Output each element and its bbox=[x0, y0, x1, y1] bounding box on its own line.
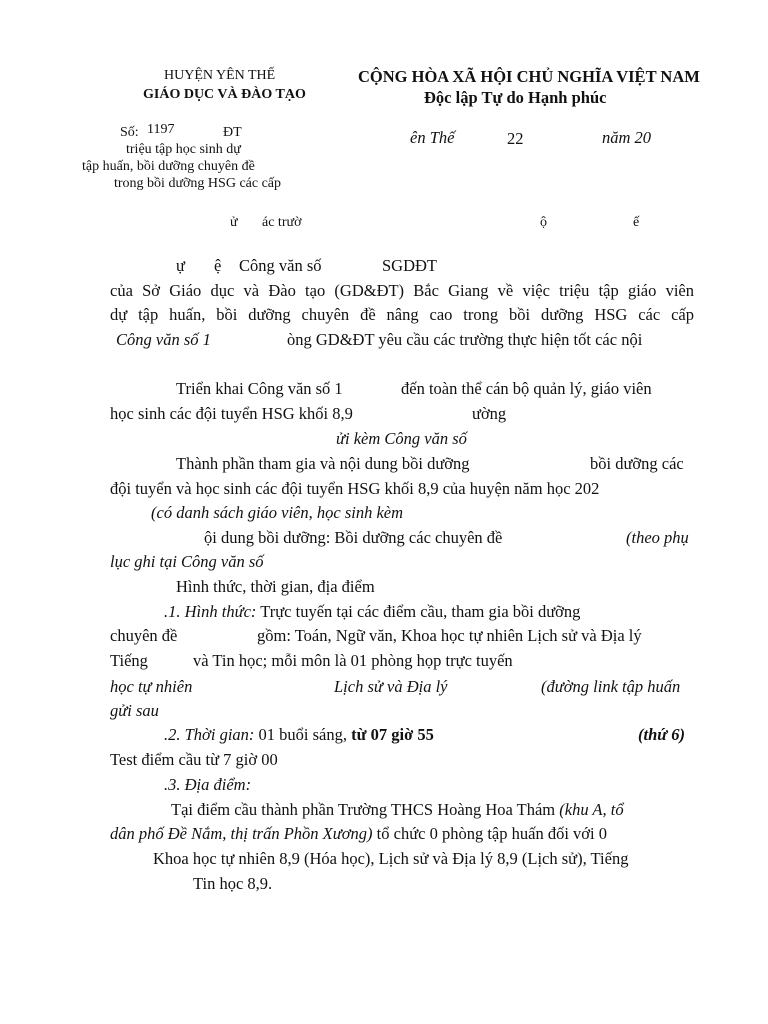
body-line-10: (có danh sách giáo viên, học sinh kèm bbox=[151, 503, 404, 522]
body-line-4b: òng GD&ĐT yêu cầu các trường thực hiện tốt các nội bbox=[287, 330, 643, 349]
district-name: HUYỆN YÊN THẾ bbox=[164, 68, 276, 83]
recipients-part-1: ử bbox=[230, 215, 238, 230]
body-line-1b: ệ bbox=[214, 256, 222, 275]
motto: Độc lập Tự do Hạnh phúc bbox=[424, 88, 607, 107]
body-line-5b: đến toàn thể cán bộ quản lý, giáo viên bbox=[401, 379, 652, 398]
body-line-16a: Tiếng bbox=[110, 651, 148, 670]
time-text: 01 buổi sáng, bbox=[254, 725, 352, 744]
body-line-3: dự tập huấn, bồi dưỡng chuyên đề nâng cao trong bồi dưỡng HSG các cấp bbox=[110, 305, 694, 324]
body-line-22 bbox=[171, 800, 624, 820]
body-line-23 bbox=[110, 824, 607, 844]
recipients-part-3: ộ bbox=[540, 215, 547, 230]
body-line-4a: Công văn số 1 bbox=[116, 330, 211, 349]
body-line-13: Hình thức, thời gian, địa điểm bbox=[176, 577, 375, 596]
body-line-6b: ường bbox=[472, 404, 507, 423]
doc-number: 1197 bbox=[147, 122, 175, 137]
date-year: năm 20 bbox=[602, 128, 652, 147]
subject-line-1: triệu tập học sinh dự bbox=[126, 142, 241, 157]
form-text: Trực tuyến tại các điểm cầu, tham gia bồi dưỡng bbox=[256, 602, 581, 621]
body-line-14 bbox=[164, 602, 580, 622]
date-day: 22 bbox=[507, 129, 524, 148]
office-name: GIÁO DỤC VÀ ĐÀO TẠO bbox=[143, 87, 306, 102]
body-line-2: của Sở Giáo dục và Đào tạo (GD&ĐT) Bắc Giang về việc triệu tập giáo viên bbox=[110, 281, 694, 300]
body-line-11a: ội dung bồi dưỡng: Bồi dưỡng các chuyên đề bbox=[204, 528, 503, 547]
doc-number-prefix: Số: bbox=[120, 125, 139, 140]
venue-text: Tại điểm cầu thành phần Trường THCS Hoàng Hoa Thám bbox=[171, 800, 560, 819]
time-heading: .2. Thời gian: bbox=[164, 725, 255, 744]
body-line-19 bbox=[164, 725, 434, 745]
recipients-part-4: ế bbox=[633, 215, 640, 230]
body-line-6a: học sinh các đội tuyển HSG khối 8,9 bbox=[110, 404, 353, 423]
venue-address-2: dân phố Đề Nắm, thị trấn Phồn Xương) bbox=[110, 824, 373, 843]
doc-number-suffix: ĐT bbox=[223, 125, 242, 140]
nation-title: CỘNG HÒA XÃ HỘI CHỦ NGHĨA VIỆT NAM bbox=[358, 67, 700, 86]
body-line-24: Khoa học tự nhiên 8,9 (Hóa học), Lịch sử và Địa lý 8,9 (Lịch sử), Tiếng bbox=[153, 849, 629, 868]
body-line-1c: Công văn số bbox=[239, 256, 322, 275]
subject-line-3: trong bồi dưỡng HSG các cấp bbox=[114, 176, 282, 191]
body-line-20: Test điểm cầu từ 7 giờ 00 bbox=[110, 750, 278, 769]
body-line-11b: (theo phụ bbox=[626, 528, 689, 547]
body-line-21: .3. Địa điểm: bbox=[164, 775, 252, 794]
body-line-18: gửi sau bbox=[110, 701, 159, 720]
body-line-25: Tin học 8,9. bbox=[193, 874, 273, 893]
date-place: ên Thế bbox=[410, 128, 455, 147]
venue-rooms: tổ chức 0 phòng tập huấn đối với 0 bbox=[372, 824, 607, 843]
body-line-12: lục ghi tại Công văn số bbox=[110, 552, 264, 571]
body-line-8b: bồi dưỡng các bbox=[590, 454, 684, 473]
body-line-17b: Lịch sử và Địa lý bbox=[334, 677, 448, 696]
venue-address-1: (khu A, tổ bbox=[559, 800, 624, 819]
body-line-7: ửi kèm Công văn số bbox=[336, 429, 467, 448]
body-line-17c: (đường link tập huấn bbox=[541, 677, 681, 696]
form-heading: .1. Hình thức: bbox=[164, 602, 257, 621]
body-line-1a: ự bbox=[176, 256, 185, 275]
body-line-15b: gồm: Toán, Ngữ văn, Khoa học tự nhiên Lịch sử và Địa lý bbox=[257, 626, 642, 645]
body-line-9: đội tuyển và học sinh các đội tuyển HSG khối 8,9 của huyện năm học 202 bbox=[110, 479, 600, 498]
time-start: từ 07 giờ 55 bbox=[351, 725, 434, 744]
body-line-1d: SGDĐT bbox=[382, 256, 438, 275]
subject-line-2: tập huấn, bồi dưỡng chuyên đề bbox=[82, 159, 255, 174]
body-line-17a: học tự nhiên bbox=[110, 677, 193, 696]
recipients-part-2: ác trườ bbox=[262, 215, 302, 230]
body-line-5a: Triển khai Công văn số 1 bbox=[176, 379, 343, 398]
body-line-15a: chuyên đề bbox=[110, 626, 178, 645]
body-line-16b: và Tin học; mỗi môn là 01 phòng họp trực tuyến bbox=[193, 651, 513, 670]
body-line-19d: (thứ 6) bbox=[638, 725, 686, 744]
body-line-8a: Thành phần tham gia và nội dung bồi dưỡng bbox=[176, 454, 470, 473]
